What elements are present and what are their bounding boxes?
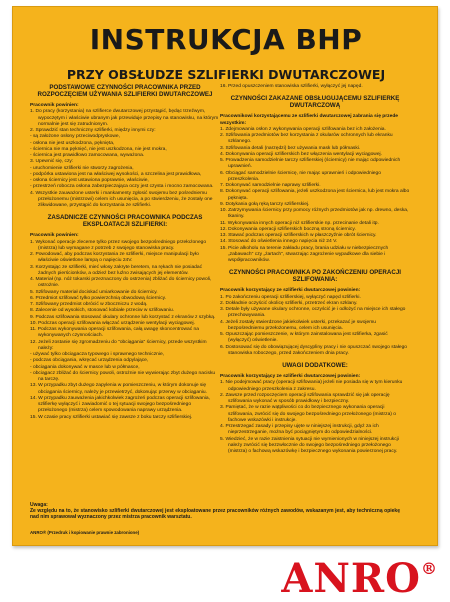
section-lead: Pracownik powinien:: [30, 233, 79, 239]
section-heading-additional-notes: UWAGI DODATKOWE:: [282, 362, 348, 369]
list-item: 5. Wiedzieć, że w razie zaistnienia sytuacji nie wymienionych w niniejszej instrukcji należy zwrócić się bezzwłocznie do swojego bezpośredniego przełożonego (mistrza) o fachową wskazówkę i bezpiecznego wykonania powierzonej pracy.: [220, 436, 399, 454]
list-item: 13. W przypadku zbyt dużego zapylenia w pomieszczeniu, w którym dokonuje się obciągania ściernicy, należy je przewietrzyć, dokonując przerwy w obciąganiu.: [30, 383, 207, 395]
list-item: 2. Dokładnie oczyścić okolicę szlifierki, przetrzeć ekran szklany.: [220, 300, 358, 306]
right-column: [220, 84, 410, 455]
during-use-list: [30, 240, 220, 421]
list-item: - ściernica jest prawidłowo zamocowana, wyważona.: [30, 153, 145, 158]
section-heading-during-use: ZASADNICZE CZYNNOŚCI PRACOWNIKA PODCZAS EKSPLOATACJI SZLIFIERKI:: [47, 214, 203, 229]
list-item: 10. Zatrzymywania ściernicy przy pomocy różnych przedmiotów jak np. drewno, deska, tkaniny.: [220, 208, 409, 220]
list-item: 1. Zdejmowania osłon z wykonywania operacji szlifowania bez ich założenia.: [220, 126, 386, 132]
section-heading-prohibited: CZYNNOŚCI ZAKAZANE OBSŁUGUJĄCEMU SZLIFIERKĘ DWUTARCZOWĄ: [230, 95, 400, 110]
list-item: 11. Wykonywania innych operacji niż szlifierskie np. przecinanie detali itp.: [220, 220, 379, 226]
left-column: [30, 84, 220, 421]
list-item: - obciągacz zbliżać do ściernicy powoli, ostrożnie nie wywierając zbyt dużego nacisku na tarczę.: [30, 370, 216, 382]
list-item: - ściernica nie ma pęknięć, nie jest uszkodzona, nie jest mokra,: [30, 146, 167, 152]
list-item: 13. Stawać podczas operacji szlifierskich w płaszczyźnie obrót ściernicy.: [220, 233, 377, 238]
list-item: - są założone osłony przeciwodpryskowe,: [30, 134, 120, 140]
list-item: 2. Zawsze przed rozpoczęciem operacji szlifowania sprawdzić się jak operację szlifowania wykonać w sposób prawidłowy i bezpieczny.: [220, 392, 390, 404]
list-item: 15. W czasie pracy szlifierki ustawiać się zawsze z boku tarczy szlifierskiej.: [30, 414, 193, 420]
list-item: 8. Dokonywać operacji szlifowania, jeżeli uszkodzona jest ściernica, lub jest mokra albo pęknięta.: [220, 189, 410, 201]
list-item: 5. Szlifowany materiał dociskać umiarkowanie do ściernicy.: [30, 289, 158, 295]
list-item: 15. Picie alkoholu na terenie zakładu pracy, brania udziału w niebezpiecznych „zabawach" czy „żartach", stwarzając zagrożenie wypadkowe dla siebie i współpracowników.: [220, 245, 389, 263]
section-lead: Pracownik powinien:: [30, 103, 79, 108]
section-heading-before-use: PODSTAWOWE CZYNNOŚCI PRACOWNIKA PRZED ROZPOCZĘCIEM UŻYWANIA SZLIFIERKI DWUTARCZOWEJ: [37, 84, 213, 98]
list-item: 2. Powodować, aby podczas korzystania ze szlifierki, miejsce manipulacji było właściwie oświetlone lampą o napięciu 24V.: [30, 252, 199, 264]
list-item: 3. Detale były używane okulary ochronne, oczyścić je i odłożyć na miejsce ich stałego przechowywania.: [220, 307, 406, 319]
section-lead: Pracownik korzystający ze szlifierki dwutarczowej powinien:: [220, 288, 361, 294]
list-item: 1. Wykonać operacje zleceme tylko przez swojego bezpośredniego przełożonego (mistrza) lub wymagane z potrzeb z swojego stanowiska pracy.: [30, 239, 207, 251]
list-item: 7. Szlifowany przedmiot obrócić w zboczniczu z wodą.: [30, 302, 148, 307]
list-item: 1. Nie podejmować pracy (operacji szlifowania) jeżeli nie posiada się w tym kierunku odpowiedniego przeszkolenia z zakresu.: [220, 380, 403, 392]
section-lead: Pracownikowi korzystającemu ze szlifierki dwutarczowej zabrania się przede wszystkim:: [220, 114, 399, 126]
after-use-list: [220, 295, 410, 358]
list-item: 3. Szlifowania detali (narzędzi) bez używania mask lub półmaski.: [220, 145, 361, 151]
list-item: 6. Przedmiot szlifować tylko powierzchnią obwodową ściernicy.: [30, 295, 167, 301]
list-item: 10. Podczas operacji szlifowania włączać urządzenie wentylacji wyciągowej.: [30, 320, 196, 326]
list-item: 6. Dostosować się do obowiązującej dyscypliny pracy i nie opuszczać swojego stałego stanowiska roboczego, przed zakończeniem dnia pracy.: [220, 344, 408, 356]
sign-footer: [30, 502, 400, 535]
sign-subtitle: PRZY OBSŁUDZE SZLIFIERKI DWUTARCZOWEJ: [66, 67, 386, 82]
anro-logo: [281, 546, 438, 602]
list-item: 1. Po zakończeniu operacji szlifierskiej, wyłączyć napęd szlifierki.: [220, 294, 361, 300]
list-item: 11. Podczas wykonywania operacji szlifowania, całą uwagę skoncentrować na wykonywanych czynnościach.: [30, 327, 199, 339]
list-item: 3. Korzystając ze szlifierki, mieć włosy zakryte beretem, na rękach nie posiadać żadnych pierścionków, a odzież bez luźno zwisających jej elementów.: [30, 264, 203, 276]
brand-name: ANRO: [281, 555, 421, 602]
registered-mark-icon: ®: [421, 559, 438, 578]
list-item: 4. Wszystkie zauważone usterki i mankamenty zgłosić swojemu bez pośredniemu przełożonemu (mistrzowi) celem ich usunięcia, a po stwierdzeniu, że zostały one zlikwidowane, przystąpić do korzystania ze szlifierki.: [30, 190, 213, 208]
list-item: 4. Przestrzegać zasady i przepisy ujęte w niniejszej instrukcji, gdyż za ich nieprzestrzeganie, można być pociągniętym do odpowiedzialności.: [220, 424, 379, 436]
list-item: 12. Jeżeli zostanie się zgromadzeniu do "obciągania" ściernicy, przede wszystkim należy:: [30, 339, 207, 351]
list-item: 7. Dokonywać samodzielnie naprawy szlifierki.: [220, 183, 321, 188]
list-item: 6. Obciągać samodzielnie ściernicę, nie mając uprawnień i odpowiedniego przeszkolenia.: [220, 170, 381, 182]
list-item: - osłona nie jest uszkodzona, pęknięta,: [30, 140, 115, 146]
list-item: 9. Dotykania gołą ręką tarczy szlifierskiej.: [220, 201, 310, 207]
list-item: - uruchomienie szlifierki nie stworzy zagrożenia,: [30, 165, 134, 171]
list-item: 3. Pamiętać, że w razie wątpliwości co do bezpiecznego wykonania operacji szlifowania, zwrócić się do swojego bezpośredniego przełożonego (mistrza) o fachowe wskazówki i instrukcje.: [220, 405, 396, 423]
sign-title: INSTRUKCJA BHP: [89, 23, 363, 56]
list-item: 3. Upewnić się, czy:: [30, 159, 74, 165]
section-heading-after-use: CZYNNOŚCI PRACOWNIKA PO ZAKOŃCZENIU OPERACJI SZLIFOWANIA:: [229, 269, 401, 284]
list-item: - podczas obciągania, wkręcać urządzenia odpylające,: [30, 358, 149, 364]
prohibited-list: [220, 127, 410, 265]
list-item: 9. Podczas szlifowania stosować okulary ochronne lub korzystać z ekranów z szybką.: [30, 314, 216, 320]
list-item: - obciągania dokonywać w masce lub w półmasce,: [30, 364, 140, 370]
list-item: - osłona ściernicy jest ustawiona poprawnie, właściwie,: [30, 178, 149, 183]
list-item: 14. Stosować do oświetlenia innego napięcia niż 24 V.: [220, 239, 338, 245]
list-item: - przestrzeń robocza osłona zabezpieczająca oczy jest czysta i mocno zamocowana.: [30, 184, 214, 190]
list-item: 16. Przed opuszczeniem stanowiska szlifierki, wyłączyć jej napęd.: [220, 84, 363, 89]
list-item: 4. Materiał (np. nóż tokarski przeznaczony do ostrzenia) zbliżać do ściernicy powoli, ostrożnie.: [30, 277, 212, 289]
list-item: 14. W przypadku zauważenia jakichkolwiek zagrożeń podczas operacji szlifowania, szlifierkę wyłączyć i zawiadomić o tej sytuacji swojego bezpośredniego przełożonego (mistrza) celem spowodowania naprawy urządzenia.: [30, 395, 210, 414]
list-item: 1. Do pracy (korzystania) na szlifierce dwutarczowej przystąpić, będąc trzeźwym, wypoczętym i właściwie ubranym jak przewiduje przepisy na stanowisku, na którym normalnie jest się zatrudnionym.: [30, 109, 219, 127]
section-lead: Pracownik korzystający ze szlifierki dwutarczowej powinien:: [220, 374, 361, 379]
before-use-list: [30, 109, 220, 209]
copyright-notice: ANRO® (Przedruk i kopiowanie prawnie zabronione): [30, 530, 140, 535]
footer-note: Ze względu na to, że stanowisko szlifierki dwutarczowej jest eksploatowane przez pracowników różnych zawodów, wskazanym jest, aby techniczną opiekę nad nim sprawował wyznaczony przez mistrza pracownik warsztatu.: [30, 508, 400, 521]
list-item: 8. Zalecenie od wysokich, stosować kobiałe przeciw w szlifowaniu.: [30, 308, 175, 314]
list-item: 5. Opuszczając pomieszczenie, w którym zainstalowana jest szlifierka, zgasić (wyłączyć) oświetlenie.: [220, 332, 388, 344]
list-item: - używać tylko obciągacza typowego i sprawnego technicznie,: [30, 352, 165, 357]
footer-note-label: Uwaga:: [30, 502, 48, 508]
list-item: 2. Sprawdzić stan techniczny szlifierki, między innymi czy:: [30, 128, 156, 133]
list-item: 4. Jeżeli zostały stwierdzone jakiekolwiek usterki, przekazać je swojemu bezpośredniemu przełożonemu, celem ich usunięcia.: [220, 319, 377, 331]
list-item: 4. Dokonywania operacji szlifierskich bez włączenia wentylacji wyciągowej.: [220, 151, 383, 157]
list-item: - podpórka ustawiona jest na właściwej wysokości, a szczelina jest prawidłowa,: [30, 171, 202, 177]
list-item: 12. Dokonywania operacji szlifierskich boczną stroną ściernicy.: [220, 226, 356, 232]
additional-notes-list: [220, 380, 410, 455]
list-item: 2. Szlifowania przedmiotów bez korzystania z okularów ochronnych lub ekranku szklanego.: [220, 133, 393, 145]
list-item: 5. Prowadzenia samodzielnie tarczy szlifierskiej (ściernicy) nie mając odpowiednich uprawnień.: [220, 158, 401, 170]
